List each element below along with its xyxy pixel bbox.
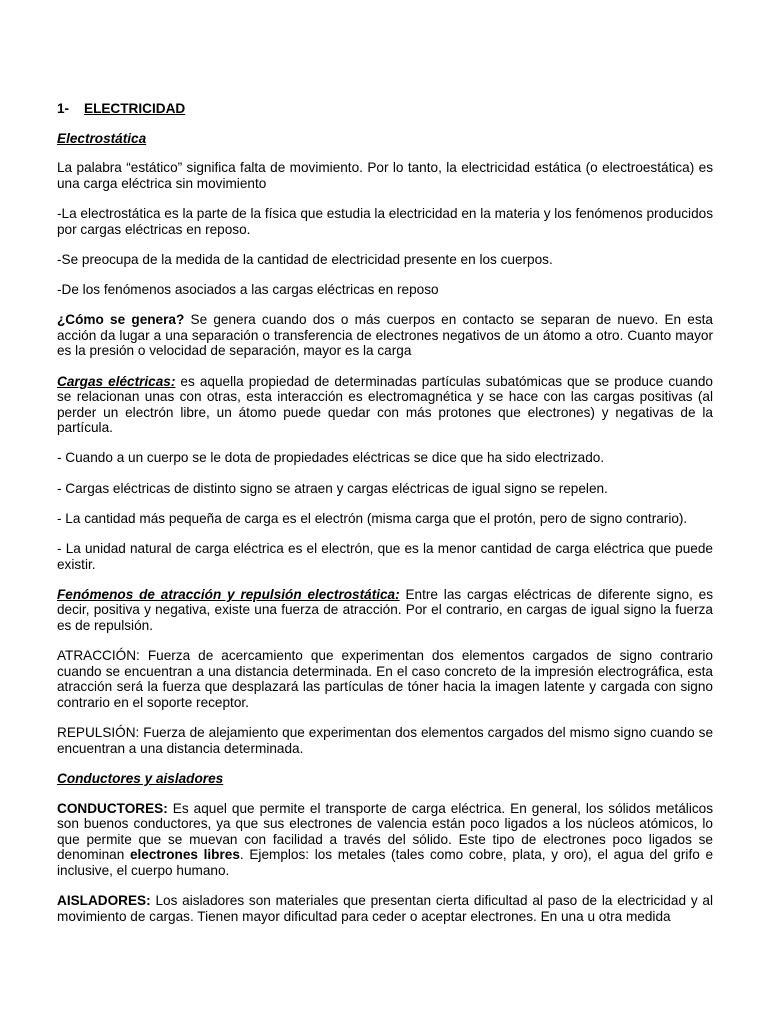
paragraph-como-se-genera	[57, 312, 713, 359]
text-fenomenos: Entre las cargas eléctricas de diferente signo, es decir, positiva y negativa, existe una fuerza de atracción. Por el contrario, en cargas de igual signo la fuerza es de repulsión.	[57, 586, 714, 633]
bullet-carga-minima: - La cantidad más pequeña de carga es el electrón (misma carga que el protón, pero de signo contrario).	[57, 510, 688, 526]
text-conductores-2: . Ejemplos: los metales (tales como cobre, plata, y oro), el agua del grifo e inclusive, el cuerpo humano.	[57, 847, 714, 878]
paragraph-fenomenos-reposo: -De los fenómenos asociados a las cargas eléctricas en reposo	[57, 281, 439, 297]
section-title: ELECTRICIDAD	[84, 101, 186, 116]
bullet-electrizado: - Cuando a un cuerpo se le dota de propiedades eléctricas se dice que ha sido electrizado.	[57, 450, 605, 466]
term-electrones-libres: electrones libres	[129, 847, 240, 863]
paragraph-fenomenos	[57, 587, 713, 634]
paragraph-repulsion: REPULSIÓN: Fuerza de alejamiento que experimentan dos elementos cargados del mismo signo cuando se encuentran a una distancia determinada.	[57, 725, 713, 756]
paragraph-electrostatica-def: -La electrostática es la parte de la física que estudia la electricidad en la materia y los fenómenos producidos por cargas eléctricas en reposo.	[57, 205, 713, 237]
label-conductores: CONDUCTORES:	[57, 800, 168, 816]
paragraph-conductores	[57, 801, 713, 879]
paragraph-estatico: La palabra “estático” significa falta de movimiento. Por lo tanto, la electricidad estática (o electroestática) es una carga eléctrica sin movimiento	[57, 160, 713, 191]
label-cargas-electricas: Cargas eléctricas:	[57, 373, 176, 389]
text-como-se-genera: Se genera cuando dos o más cuerpos en contacto se separan de nuevo. En esta acción da lugar a una separación o transferencia de electrones negativos de un átomo a otro. Cuanto mayor es la presión o velocidad de separación, mayor es la carga	[57, 312, 713, 359]
text-cargas-electricas: es aquella propiedad de determinadas partículas subatómicas que se produce cuando se relacionan unas con otras, esta interacción es electromagnética y se hace con las cargas positivas (al perder un electrón libre, un átomo puede quedar con más protones que electrones) y negativas de la partícula.	[57, 373, 713, 436]
paragraph-aisladores	[57, 893, 713, 924]
label-como-se-genera: ¿Cómo se genera?	[57, 312, 185, 328]
bullet-unidad-natural: - La unidad natural de carga eléctrica es el electrón, que es la menor cantidad de carga eléctrica que puede existir.	[57, 541, 713, 572]
paragraph-medida: -Se preocupa de la medida de la cantidad de electricidad presente en los cuerpos.	[57, 251, 553, 267]
text-conductores-1: Es aquel que permite el transporte de carga eléctrica. En general, los sólidos metálicos son buenos conductores, ya que sus electrones de valencia están poco ligados a los núcleos atómicos, lo que permite que se muevan con facilidad a través del sólido. Este tipo de electrones poco ligados se denominan	[57, 800, 713, 863]
text-aisladores: Los aisladores son materiales que presentan cierta dificultad al paso de la electricidad y al movimiento de cargas. Tienen mayor dificultad para ceder o aceptar electrones. En una u otra medida	[57, 893, 713, 924]
subheading-electrostatica: Electrostática	[57, 130, 147, 146]
paragraph-atraccion: ATRACCIÓN: Fuerza de acercamiento que experimentan dos elementos cargados de signo contrario cuando se encuentran a una distancia determinada. En el caso concreto de la impresión electrográfica, esta atracción será la fuerza que desplazará las partículas de tóner hacia la imagen latente y cargada con signo contrario en el soporte receptor.	[57, 648, 713, 710]
bullet-atraen-repelen: - Cargas eléctricas de distinto signo se atraen y cargas eléctricas de igual signo se repelen.	[57, 480, 608, 496]
section-heading	[57, 101, 713, 117]
label-aisladores: AISLADORES:	[57, 893, 151, 909]
label-fenomenos: Fenómenos de atracción y repulsión electrostática:	[57, 586, 400, 602]
paragraph-cargas-electricas	[57, 374, 713, 436]
section-number: 1-	[57, 101, 70, 116]
subheading-conductores: Conductores y aisladores	[57, 770, 224, 786]
